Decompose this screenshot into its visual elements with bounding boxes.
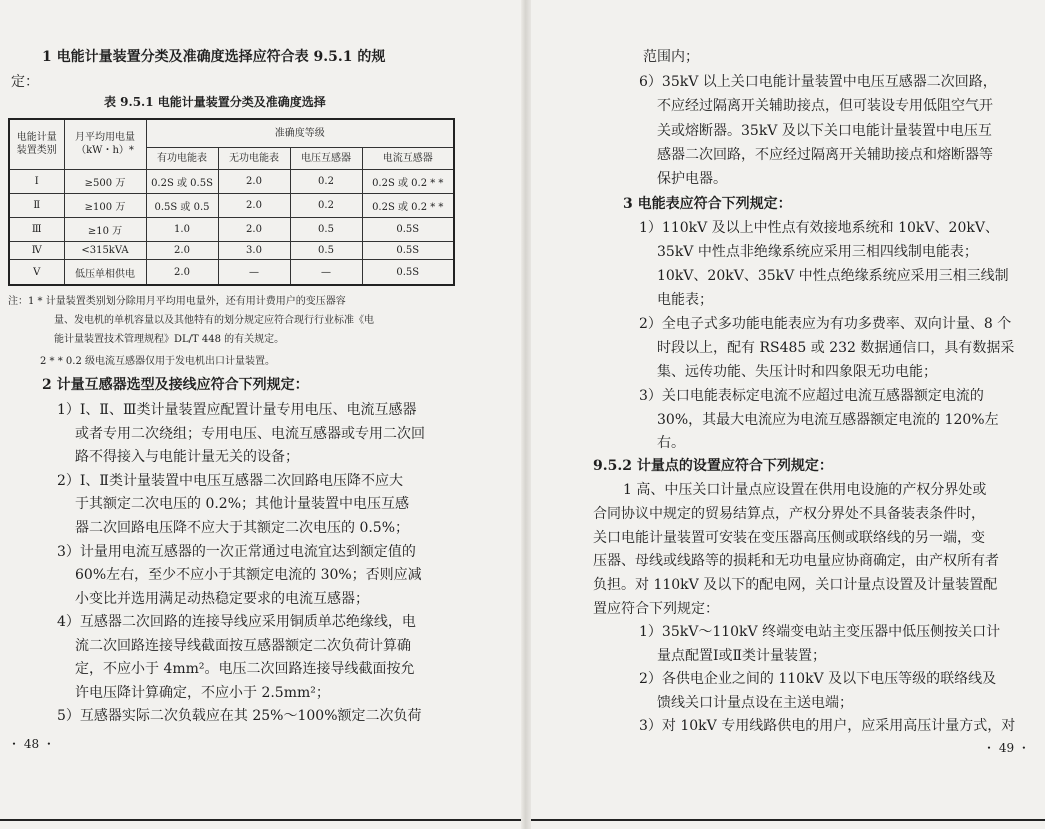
cell: 2.0 <box>146 242 218 260</box>
cell: 2.0 <box>218 169 290 193</box>
body-line: 馈线关口计量点设在主送电端； <box>657 695 853 711</box>
cell: Ⅱ <box>9 193 64 217</box>
body-line: 置应符合下列规定： <box>593 601 719 617</box>
body-line: 不应经过隔离开关辅助接点，但可装设专用低阻空气开 <box>657 98 993 114</box>
cell: ≥500 万 <box>64 169 146 193</box>
cell: 0.2S 或 0.2 * * <box>362 169 454 193</box>
body-line: 1）35kV～110kV 终端变电站主变压器中低压侧按关口计 <box>639 624 1001 640</box>
body-line: 1）110kV 及以上中性点有效接地系统和 10kV、20kV、 <box>639 220 999 236</box>
body-line: 2）Ⅰ、Ⅱ类计量装置中电压互感器二次回路电压降不应大 <box>57 473 403 489</box>
header-reactive-meter: 无功电能表 <box>218 147 290 169</box>
cell: Ⅲ <box>9 218 64 242</box>
cell: 2.0 <box>218 218 290 242</box>
cell: 低压单相供电 <box>64 260 146 285</box>
cell: 0.2 <box>290 193 362 217</box>
cell: 1.0 <box>146 218 218 242</box>
cell: Ⅴ <box>9 260 64 285</box>
header-monthly-usage: 月平均用电量（kW・h）* <box>64 119 146 169</box>
table-row <box>9 218 454 242</box>
body-line: 感器二次回路，不应经过隔离开关辅助接点和熔断器等 <box>657 147 993 163</box>
body-line: 许电压降计算确定，不应小于 2.5mm²； <box>75 685 330 701</box>
section-952-heading: 9.5.2 计量点的设置应符合下列规定： <box>593 458 833 474</box>
cell: Ⅳ <box>9 242 64 260</box>
cell: 3.0 <box>218 242 290 260</box>
table-row <box>9 169 454 193</box>
body-line: 路不得接入与电能计量无关的设备； <box>75 449 299 465</box>
table-note: 2 * * 0.2 级电流互感器仅用于发电机出口计量装置。 <box>40 356 275 367</box>
body-line: 60%左右，至少不应小于其额定电流的 30%；否则应减 <box>75 567 422 583</box>
body-line: 合同协议中规定的贸易结算点，产权分界处不具备装表条件时， <box>593 506 985 522</box>
cell: 0.5S <box>362 218 454 242</box>
book-spine <box>521 0 531 829</box>
table-row <box>9 260 454 285</box>
body-line: 1 高、中压关口计量点应设置在供用电设施的产权分界处或 <box>623 482 987 498</box>
body-line: 保护电器。 <box>657 171 727 187</box>
cell: ≥10 万 <box>64 218 146 242</box>
body-line: 关或熔断器。35kV 及以下关口电能计量装置中电压互 <box>657 123 992 139</box>
cell: — <box>290 260 362 285</box>
body-line: 量点配置Ⅰ或Ⅱ类计量装置； <box>657 648 827 664</box>
body-line: 流二次回路连接导线截面按互感器额定二次负荷计算确 <box>75 638 411 654</box>
cell: <315kVA <box>64 242 146 260</box>
cell: 0.5 <box>290 242 362 260</box>
table-note: 量、发电机的单机容量以及其他特有的划分规定应符合现行行业标准《电 <box>54 315 374 326</box>
body-line: 4）互感器二次回路的连接导线应采用铜质单芯绝缘线，电 <box>57 614 416 630</box>
cell: 2.0 <box>218 193 290 217</box>
cell: 2.0 <box>146 260 218 285</box>
clause-1-cont: 定： <box>11 74 39 90</box>
bottom-rule-right <box>531 819 1045 821</box>
table-note: 注：1 * 计量装置类别划分除用月平均用电量外，还有用计费用户的变压器容 <box>8 296 346 307</box>
header-active-meter: 有功电能表 <box>146 147 218 169</box>
cell: 0.2S 或 0.5S <box>146 169 218 193</box>
cell: 0.5S <box>362 260 454 285</box>
header-accuracy-group: 准确度等级 <box>146 119 454 147</box>
right-page <box>531 0 1045 829</box>
body-line: 35kV 中性点非绝缘系统应采用三相四线制电能表； <box>657 244 978 260</box>
body-line: 右。 <box>657 435 685 451</box>
cell: 0.2S 或 0.2 * * <box>362 193 454 217</box>
left-page <box>0 0 521 829</box>
cell: 0.2 <box>290 169 362 193</box>
table-note: 能计量装置技术管理规程》DL/T 448 的有关规定。 <box>54 334 285 345</box>
clause-1-heading: 1 电能计量装置分类及准确度选择应符合表 9.5.1 的规 <box>42 49 386 65</box>
body-line: 10kV、20kV、35kV 中性点绝缘系统应采用三相三线制 <box>657 268 1009 284</box>
body-line: 1）Ⅰ、Ⅱ、Ⅲ类计量装置应配置计量专用电压、电流互感器 <box>57 402 417 418</box>
body-line: 6）35kV 以上关口电能计量装置中电压互感器二次回路， <box>639 74 997 90</box>
body-line: 范围内； <box>643 49 699 65</box>
cell: 0.5S <box>362 242 454 260</box>
page-number-left: ・ 48 ・ <box>8 737 55 751</box>
cell: 0.5 <box>290 218 362 242</box>
cell: ≥100 万 <box>64 193 146 217</box>
body-line: 于其额定二次电压的 0.2%；其他计量装置中电压互感 <box>75 496 410 512</box>
body-line: 2）全电子式多功能电能表应为有功多费率、双向计量、8 个 <box>639 316 1012 332</box>
body-line: 3）计量用电流互感器的一次正常通过电流宜达到额定值的 <box>57 544 416 560</box>
body-line: 5）互感器实际二次负载应在其 25%～100%额定二次负荷 <box>57 708 422 724</box>
table-title: 表 9.5.1 电能计量装置分类及准确度选择 <box>104 95 326 109</box>
header-voltage-transformer: 电压互感器 <box>290 147 362 169</box>
body-line: 小变比并选用满足动热稳定要求的电流互感器； <box>75 591 369 607</box>
clause-3-heading: 3 电能表应符合下列规定： <box>623 196 792 212</box>
table-row <box>9 242 454 260</box>
header-current-transformer: 电流互感器 <box>362 147 454 169</box>
body-line: 3）对 10kV 专用线路供电的用户，应采用高压计量方式，对 <box>639 718 1016 734</box>
accuracy-table <box>8 118 455 286</box>
body-line: 3）关口电能表标定电流不应超过电流互感器额定电流的 <box>639 388 984 404</box>
body-line: 时段以上，配有 RS485 或 232 数据通信口，具有数据采 <box>657 340 1015 356</box>
cell: 0.5S 或 0.5 <box>146 193 218 217</box>
bottom-rule-left <box>0 819 521 821</box>
body-line: 30%，其最大电流应为电流互感器额定电流的 120%左 <box>657 412 999 428</box>
table-row <box>9 193 454 217</box>
header-category: 电能计量装置类别 <box>9 119 64 169</box>
body-line: 2）各供电企业之间的 110kV 及以下电压等级的联络线及 <box>639 671 997 687</box>
clause-2-heading: 2 计量互感器选型及接线应符合下列规定： <box>42 377 309 393</box>
body-line: 集、远传功能、失压计时和四象限无功电能； <box>657 364 937 380</box>
body-line: 压器、母线或线路等的损耗和无功电量应协商确定，由产权所有者 <box>593 553 999 569</box>
page-number-right: ・ 49 ・ <box>983 741 1030 755</box>
body-line: 负担。对 110kV 及以下的配电网，关口计量点设置及计量装置配 <box>593 577 998 593</box>
body-line: 定，不应小于 4mm²。电压二次回路连接导线截面按允 <box>75 661 415 677</box>
cell: — <box>218 260 290 285</box>
body-line: 关口电能计量装置可安装在变压器高压侧或联络线的另一端，变 <box>593 530 985 546</box>
body-line: 器二次回路电压降不应大于其额定二次电压的 0.5%； <box>75 520 410 536</box>
body-line: 或者专用二次绕组；专用电压、电流互感器或专用二次回 <box>75 426 425 442</box>
cell: Ⅰ <box>9 169 64 193</box>
body-line: 电能表； <box>657 292 713 308</box>
